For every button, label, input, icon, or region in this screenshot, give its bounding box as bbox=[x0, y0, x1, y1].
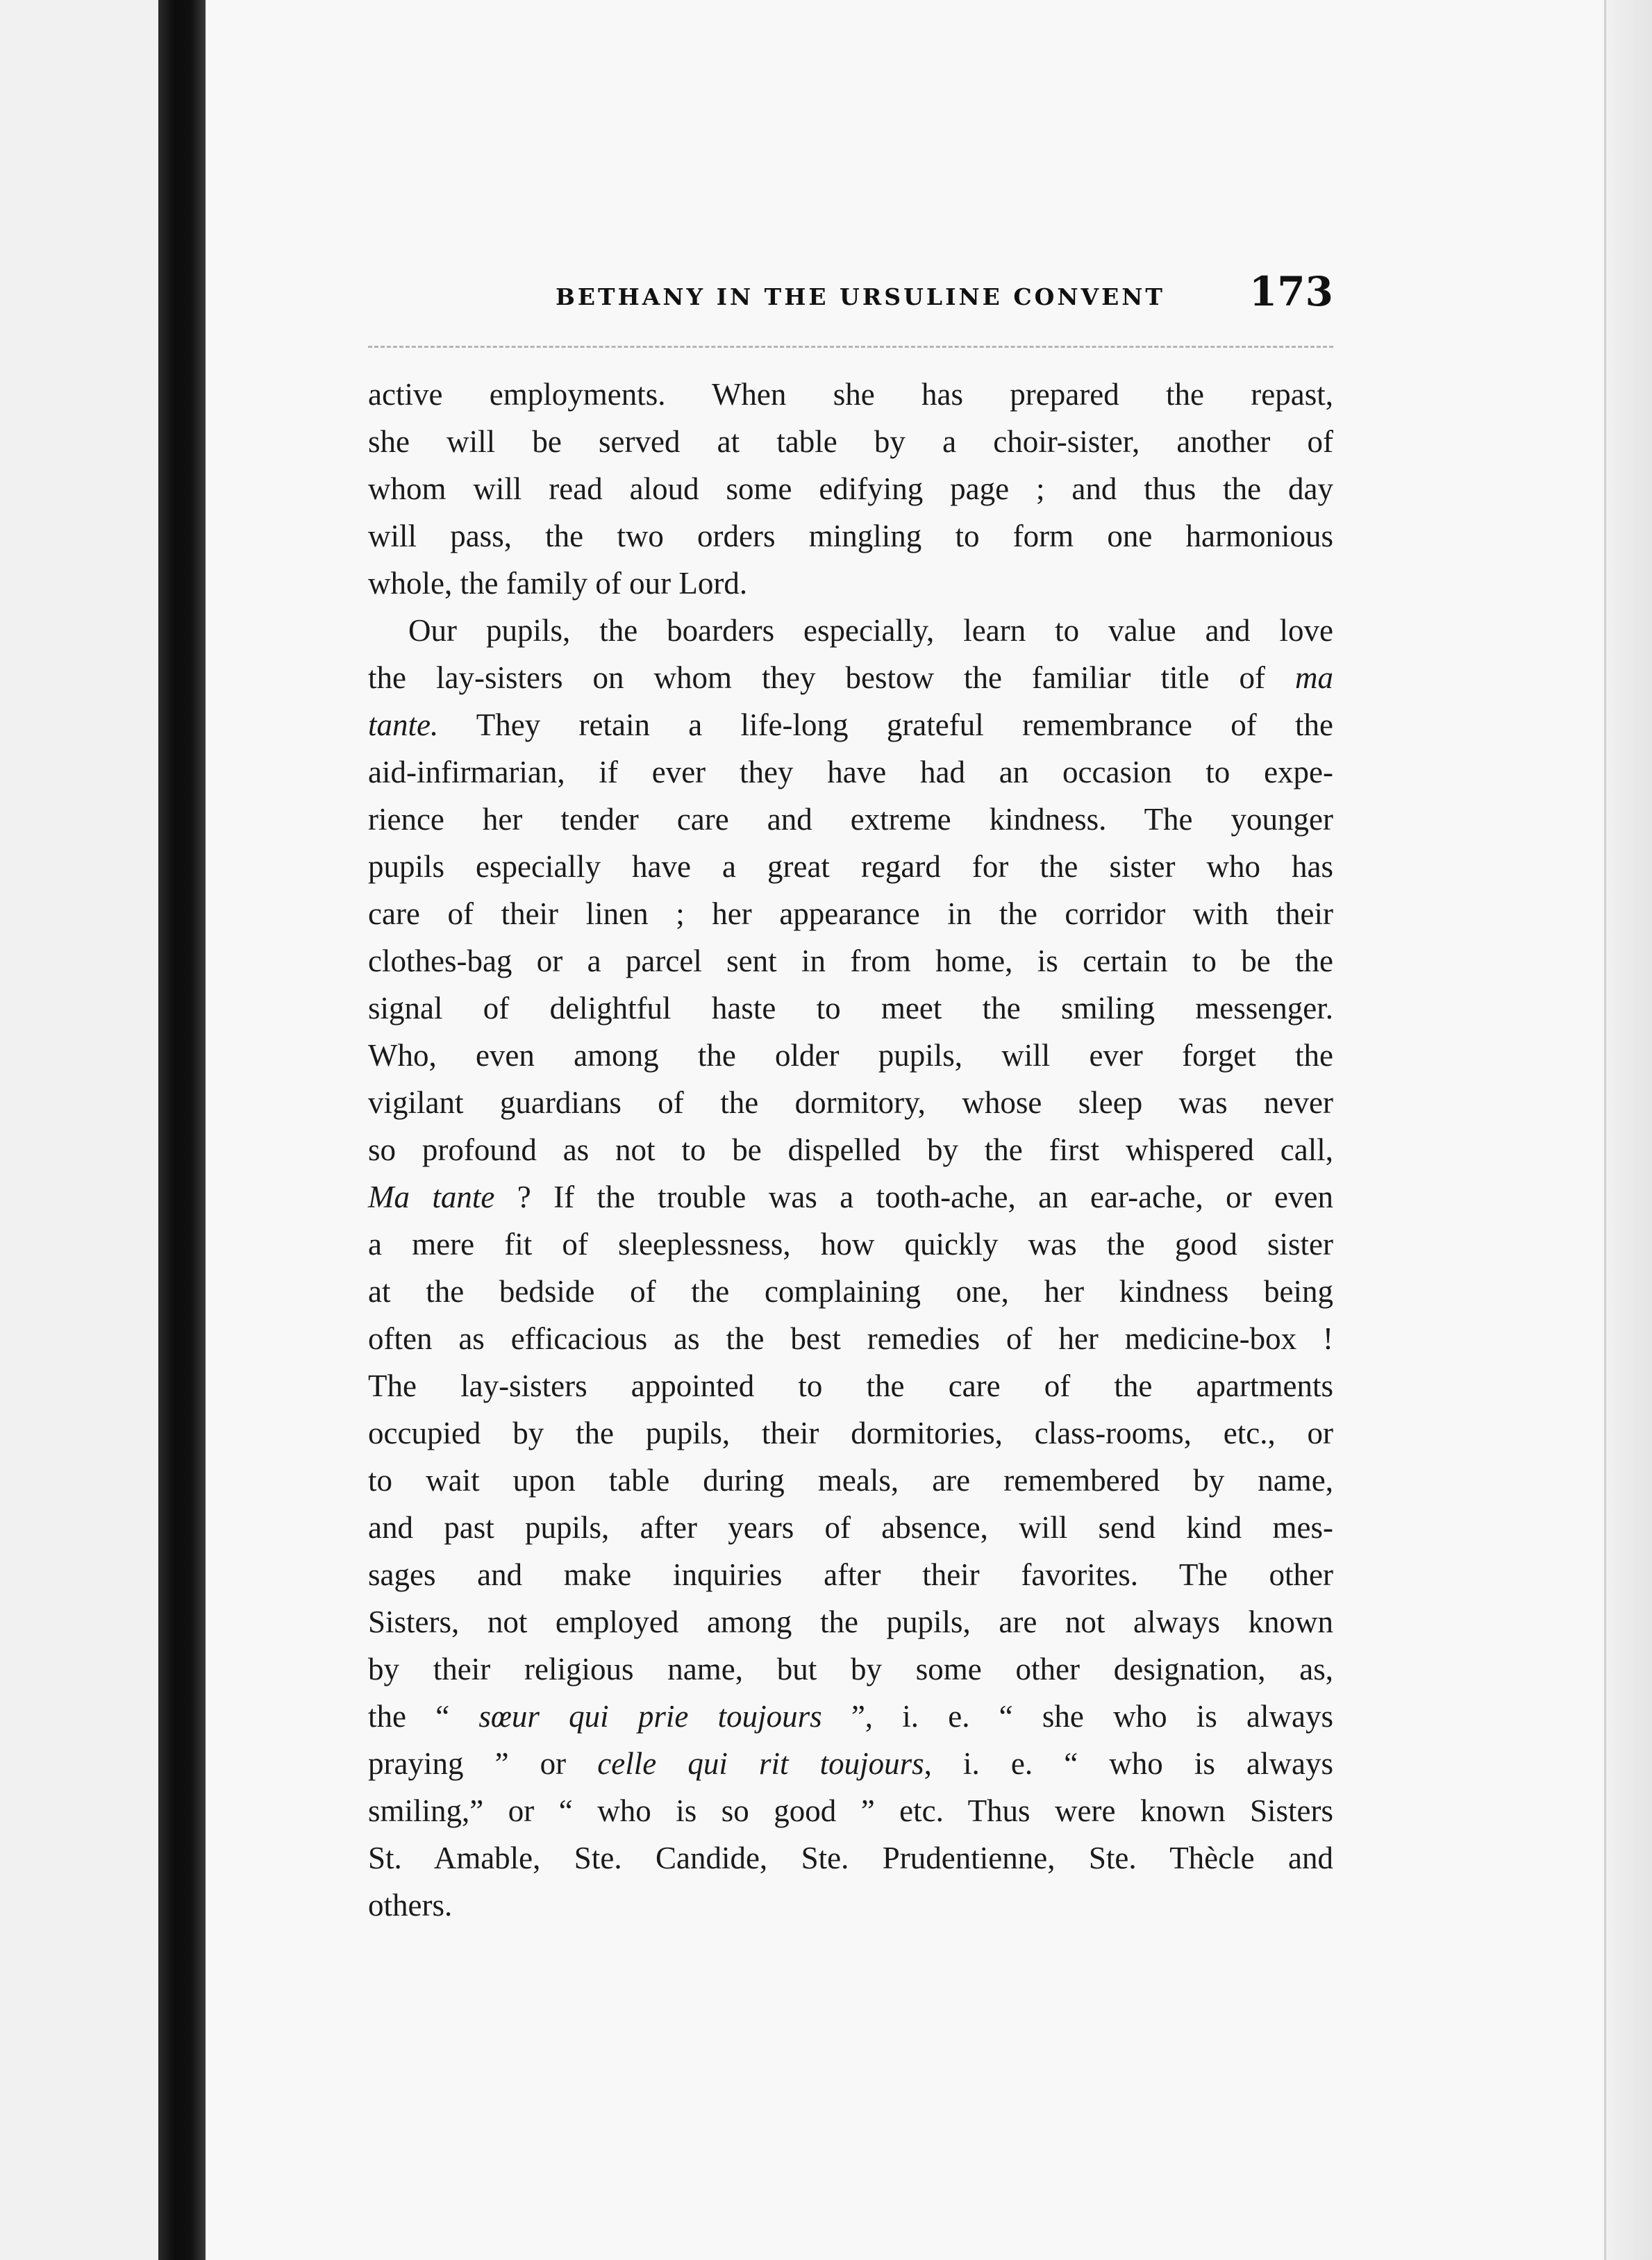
text-line: St. Amable, Ste. Candide, Ste. Prudentienne, Ste. Thècle and bbox=[368, 1841, 1333, 1875]
running-head bbox=[368, 267, 1333, 329]
text-line: a mere fit of sleeplessness, how quickly was the good sister bbox=[368, 1227, 1333, 1262]
text-line: signal of delightful haste to meet the smiling messenger. bbox=[368, 991, 1333, 1026]
text-line: The lay-sisters appointed to the care of the apartments bbox=[368, 1368, 1333, 1403]
text-line: whom will read aloud some edifying page ; and thus the day bbox=[368, 471, 1333, 506]
text-line: sages and make inquiries after their favorites. The other bbox=[368, 1557, 1333, 1592]
text-line: by their religious name, but by some other designation, as, bbox=[368, 1652, 1333, 1686]
text-line: Sisters, not employed among the pupils, are not always known bbox=[368, 1605, 1333, 1639]
text-line: she will be served at table by a choir-sister, another of bbox=[368, 424, 1333, 459]
text-line: aid-infirmarian, if ever they have had an occasion to expe- bbox=[368, 755, 1333, 789]
page-number: 173 bbox=[1249, 268, 1333, 315]
text-line: at the bedside of the complaining one, her kindness being bbox=[368, 1274, 1333, 1309]
body-text bbox=[368, 371, 1333, 1929]
text-line: pupils especially have a great regard for the sister who has bbox=[368, 849, 1333, 884]
text-line: whole, the family of our Lord. bbox=[368, 566, 748, 601]
text-line: so profound as not to be dispelled by the first whispered call, bbox=[368, 1132, 1333, 1167]
text-line: vigilant guardians of the dormitory, whose sleep was never bbox=[368, 1085, 1333, 1120]
book-gutter bbox=[158, 0, 206, 2260]
text-line: often as efficacious as the best remedies of her medicine-box ! bbox=[368, 1321, 1333, 1356]
text-line: care of their linen ; her appearance in the corridor with their bbox=[368, 896, 1333, 931]
text-line: active employments. When she has prepared the repast, bbox=[368, 377, 1333, 412]
header-rule bbox=[368, 346, 1333, 348]
text-line: rience her tender care and extreme kindness. The younger bbox=[368, 802, 1333, 837]
running-title: BETHANY IN THE URSULINE CONVENT bbox=[556, 283, 1165, 310]
page-edge bbox=[1604, 0, 1652, 2260]
paragraph-2 bbox=[368, 607, 1333, 1929]
text-line: the “ sœur qui prie toujours ”, i. e. “ she who is always bbox=[368, 1699, 1333, 1734]
paragraph-1 bbox=[368, 371, 1333, 607]
text-line: praying ” or celle qui rit toujours, i. e. “ who is always bbox=[368, 1746, 1334, 1781]
text-line: the lay-sisters on whom they bestow the familiar title of ma bbox=[368, 660, 1333, 695]
text-line: Our pupils, the boarders especially, learn to value and love bbox=[408, 613, 1333, 648]
text-line: smiling,” or “ who is so good ” etc. Thus were known Sisters bbox=[368, 1793, 1333, 1828]
text-line: Who, even among the older pupils, will ever forget the bbox=[368, 1038, 1333, 1073]
text-line: and past pupils, after years of absence, will send kind mes- bbox=[368, 1510, 1333, 1545]
text-line: clothes-bag or a parcel sent in from home, is certain to be the bbox=[368, 944, 1333, 978]
facing-page-edge bbox=[0, 0, 158, 2260]
text-line: Ma tante ? If the trouble was a tooth-ache, an ear-ache, or even bbox=[368, 1180, 1333, 1214]
text-line: tante. They retain a life-long grateful remembrance of the bbox=[368, 708, 1333, 742]
text-line: to wait upon table during meals, are remembered by name, bbox=[368, 1463, 1333, 1498]
text-line: will pass, the two orders mingling to form one harmonious bbox=[368, 519, 1333, 553]
text-line: occupied by the pupils, their dormitories, class-rooms, etc., or bbox=[368, 1416, 1333, 1450]
text-line: others. bbox=[368, 1888, 453, 1923]
